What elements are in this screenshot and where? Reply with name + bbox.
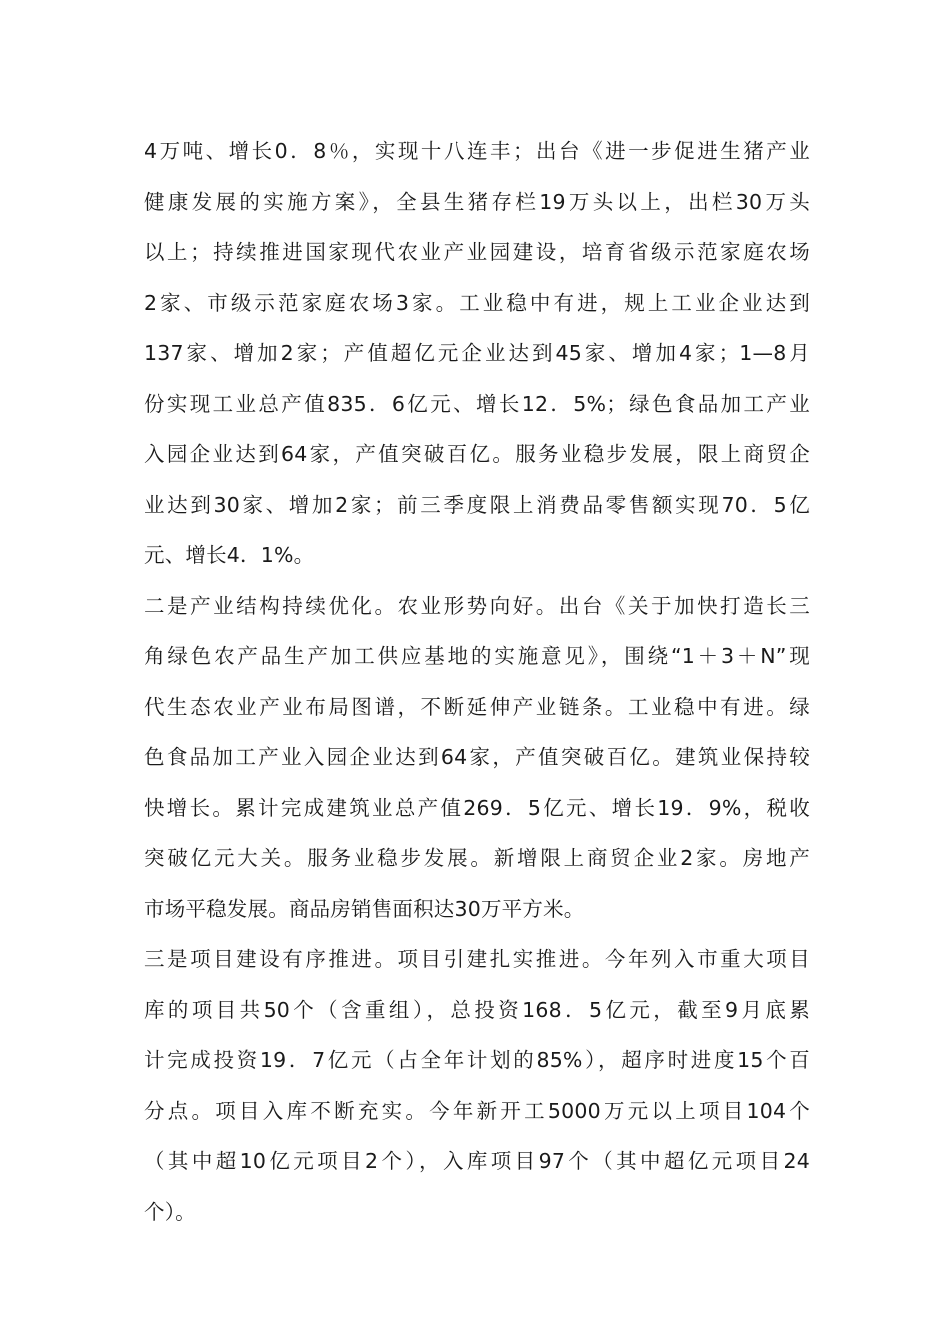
paragraph-project-construction xyxy=(144,934,810,1237)
text-line: 以上；持续推进国家现代农业产业园建设，培育省级示范家庭农场 xyxy=(144,240,810,264)
document-body xyxy=(144,126,810,1237)
text-line: 分点。项目入库不断充实。今年新开工5000万元以上项目104个 xyxy=(144,1098,810,1123)
text-line: 健康发展的实施方案》，全县生猪存栏19万头以上，出栏30万头 xyxy=(144,189,810,214)
text-line: 库的项目共50个（含重组），总投资168．5亿元，截至9月底累 xyxy=(144,997,810,1022)
text-line: 元、增长4．1%。 xyxy=(144,543,315,567)
text-line: 代生态农业产业布局图谱，不断延伸产业链条。工业稳中有进。绿 xyxy=(144,694,810,719)
text-line: 角绿色农产品生产加工供应基地的实施意见》，围绕“1＋3＋N”现 xyxy=(144,644,810,668)
text-line: 计完成投资19．7亿元（占全年计划的85%），超序时进度15个百 xyxy=(144,1048,810,1072)
text-line: 三是项目建设有序推进。项目引建扎实推进。今年列入市重大项目 xyxy=(144,947,810,971)
text-line: 快增长。累计完成建筑业总产值269．5亿元、增长19．9%，税收 xyxy=(144,795,810,820)
text-line: 入园企业达到64家，产值突破百亿。服务业稳步发展，限上商贸企 xyxy=(144,442,810,466)
text-line: 业达到30家、增加2家；前三季度限上消费品零售额实现70．5亿 xyxy=(144,492,810,517)
text-line: 份实现工业总产值835．6亿元、增长12．5%；绿色食品加工产业 xyxy=(144,391,810,416)
text-line: 二是产业结构持续优化。农业形势向好。出台《关于加快打造长三 xyxy=(144,593,810,618)
text-line: 市场平稳发展。商品房销售面积达30万平方米。 xyxy=(144,896,585,921)
paragraph-production-overview xyxy=(144,126,810,581)
text-line: 137家、增加2家；产值超亿元企业达到45家、增加4家；1—8月 xyxy=(144,341,810,365)
text-line: 2家、市级示范家庭农场3家。工业稳中有进，规上工业企业达到 xyxy=(144,290,810,315)
text-line: （其中超10亿元项目2个），入库项目97个（其中超亿元项目24 xyxy=(144,1149,810,1173)
paragraph-industrial-structure xyxy=(144,581,810,935)
text-line: 4万吨、增长0．8％，实现十八连丰；出台《进一步促进生猪产业 xyxy=(144,139,810,163)
text-line: 色食品加工产业入园企业达到64家，产值突破百亿。建筑业保持较 xyxy=(144,745,810,769)
text-line: 突破亿元大关。服务业稳步发展。新增限上商贸企业2家。房地产 xyxy=(144,846,810,870)
text-line: 个）。 xyxy=(144,1199,196,1224)
